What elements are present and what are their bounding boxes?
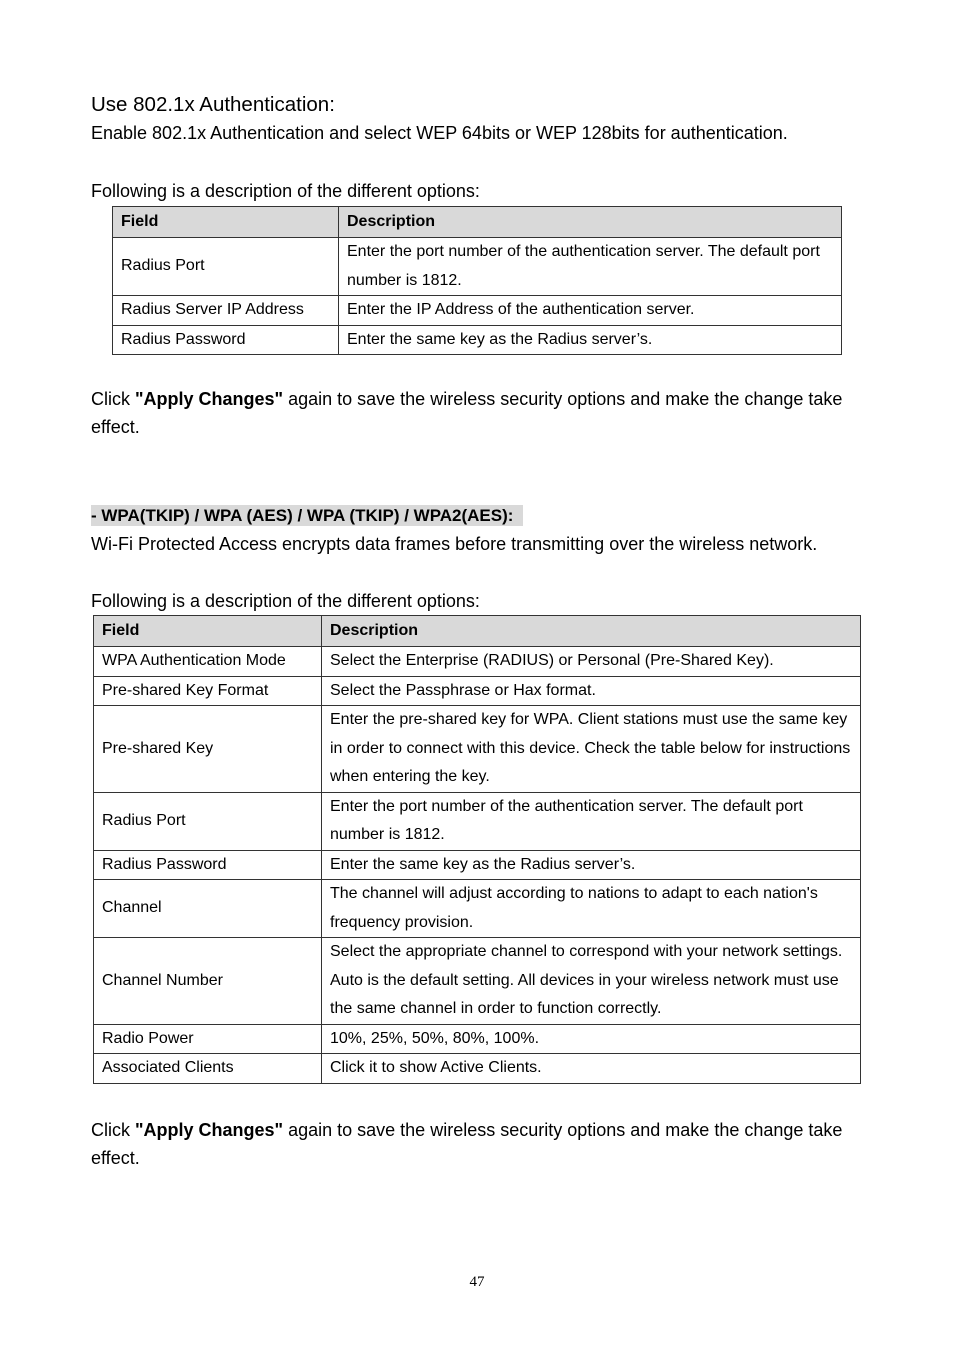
description-cell: Select the appropriate channel to correspond with your network settings. Auto is the default setting. All devices in your wireless network must use the same channel in order to function correctly. xyxy=(322,938,861,1025)
description-cell: Enter the same key as the Radius server’s. xyxy=(322,850,861,880)
field-cell: Radius Password xyxy=(94,850,322,880)
apply-note-suffix: again to save the wireless security options and make the change take effect. xyxy=(91,389,843,437)
apply-note-prefix: Click xyxy=(91,389,135,409)
field-cell: Channel xyxy=(94,880,322,938)
apply-changes-label: "Apply Changes" xyxy=(135,389,284,409)
table-row xyxy=(113,238,842,296)
description-cell: Enter the port number of the authentication server. The default port number is 1812. xyxy=(322,792,861,850)
table-header-row xyxy=(113,207,842,238)
field-cell: Channel Number xyxy=(94,938,322,1025)
section-heading-wpa-wrapper xyxy=(91,505,523,526)
field-cell: Associated Clients xyxy=(94,1054,322,1084)
description-cell: Enter the port number of the authentication server. The default port number is 1812. xyxy=(339,238,842,296)
table-row xyxy=(94,880,861,938)
table-row xyxy=(94,938,861,1025)
section-heading-wpa: - WPA(TKIP) / WPA (AES) / WPA (TKIP) / WPA2(AES): xyxy=(91,505,523,526)
description-cell: Select the Passphrase or Hax format. xyxy=(322,676,861,706)
table-header-row xyxy=(94,616,861,647)
description-cell: Select the Enterprise (RADIUS) or Personal (Pre-Shared Key). xyxy=(322,647,861,677)
description-cell: 10%, 25%, 50%, 80%, 100%. xyxy=(322,1024,861,1054)
table-row xyxy=(94,706,861,793)
options-intro-wpa: Following is a description of the different options: xyxy=(91,591,480,611)
field-cell: Radius Port xyxy=(94,792,322,850)
column-header-description: Description xyxy=(339,207,842,238)
description-cell: The channel will adjust according to nations to adapt to each nation's frequency provision. xyxy=(322,880,861,938)
options-table-8021x xyxy=(112,206,842,355)
apply-note-prefix: Click xyxy=(91,1120,135,1140)
table-row xyxy=(113,296,842,326)
options-intro-8021x: Following is a description of the different options: xyxy=(91,181,480,201)
options-table-wpa xyxy=(93,615,861,1084)
page-number: 47 xyxy=(469,1274,485,1290)
table-row xyxy=(94,647,861,677)
table-row xyxy=(94,1024,861,1054)
column-header-field: Field xyxy=(113,207,339,238)
column-header-description: Description xyxy=(322,616,861,647)
table-row xyxy=(94,850,861,880)
table-row xyxy=(94,676,861,706)
apply-note-wpa xyxy=(91,1116,871,1172)
table-row xyxy=(113,325,842,355)
description-cell: Enter the pre-shared key for WPA. Client stations must use the same key in order to connect with this device. Check the table below for instructions when entering the key. xyxy=(322,706,861,793)
column-header-field: Field xyxy=(94,616,322,647)
table-row xyxy=(94,1054,861,1084)
field-cell: Pre-shared Key Format xyxy=(94,676,322,706)
section-intro-8021x: Enable 802.1x Authentication and select WEP 64bits or WEP 128bits for authentication. xyxy=(91,123,788,143)
section-heading-8021x: Use 802.1x Authentication: xyxy=(91,93,335,116)
apply-changes-label: "Apply Changes" xyxy=(135,1120,284,1140)
apply-note-suffix: again to save the wireless security options and make the change take effect. xyxy=(91,1120,843,1168)
section-intro-wpa: Wi-Fi Protected Access encrypts data frames before transmitting over the wireless network. xyxy=(91,534,818,554)
field-cell: Radius Server IP Address xyxy=(113,296,339,326)
description-cell: Click it to show Active Clients. xyxy=(322,1054,861,1084)
field-cell: Radius Port xyxy=(113,238,339,296)
field-cell: Radio Power xyxy=(94,1024,322,1054)
field-cell: Radius Password xyxy=(113,325,339,355)
field-cell: WPA Authentication Mode xyxy=(94,647,322,677)
description-cell: Enter the IP Address of the authentication server. xyxy=(339,296,842,326)
description-cell: Enter the same key as the Radius server’s. xyxy=(339,325,842,355)
field-cell: Pre-shared Key xyxy=(94,706,322,793)
table-row xyxy=(94,792,861,850)
apply-note-8021x xyxy=(91,385,871,441)
